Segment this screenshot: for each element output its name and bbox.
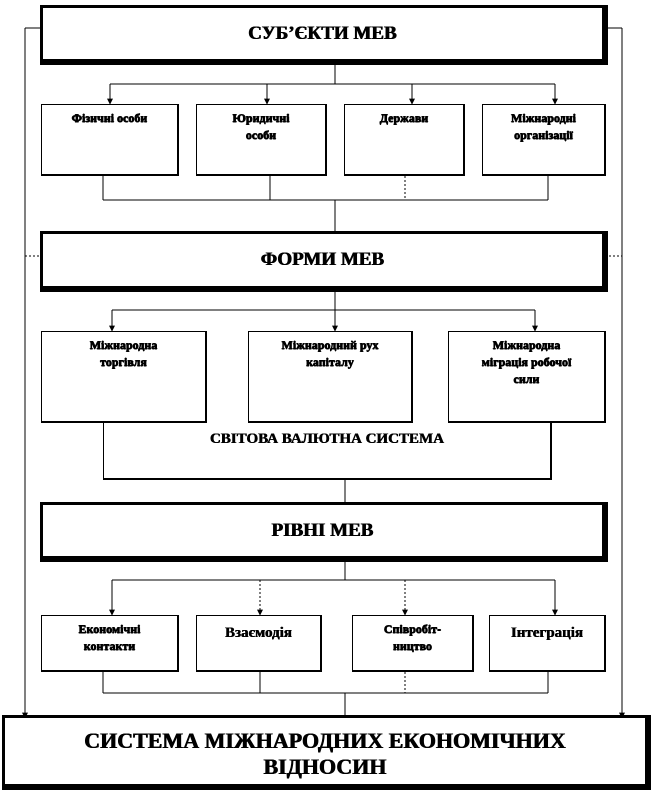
subjects-header: СУБ’ЄКТИ МЕВ [40, 5, 608, 65]
form-capital-movement: Міжнародний рух капіталу [248, 331, 413, 423]
levels-header: РІВНІ МЕВ [40, 502, 608, 562]
level-economic-contacts: Економічні контакти [41, 615, 179, 672]
level-integration: Інтеграція [489, 615, 606, 672]
forms-header: ФОРМИ МЕВ [40, 231, 608, 292]
form-labor-migration: Міжнародна міграція робочої сили [448, 331, 606, 423]
form-international-trade: Міжнародна торгівля [41, 331, 207, 423]
level-interaction: Взаємодія [196, 615, 322, 672]
level-cooperation: Співробіт- ництво [352, 615, 474, 672]
international-economic-relations-system: СИСТЕМА МІЖНАРОДНИХ ЕКОНОМІЧНИХ ВІДНОСИН [2, 715, 651, 790]
subject-states: Держави [344, 104, 465, 176]
subject-individuals: Фізичні особи [41, 104, 179, 176]
subject-legal-entities: Юридичні особи [196, 104, 327, 176]
subject-international-organizations: Міжнародні організації [482, 104, 606, 176]
world-currency-system: СВІТОВА ВАЛЮТНА СИСТЕМА [103, 423, 552, 480]
